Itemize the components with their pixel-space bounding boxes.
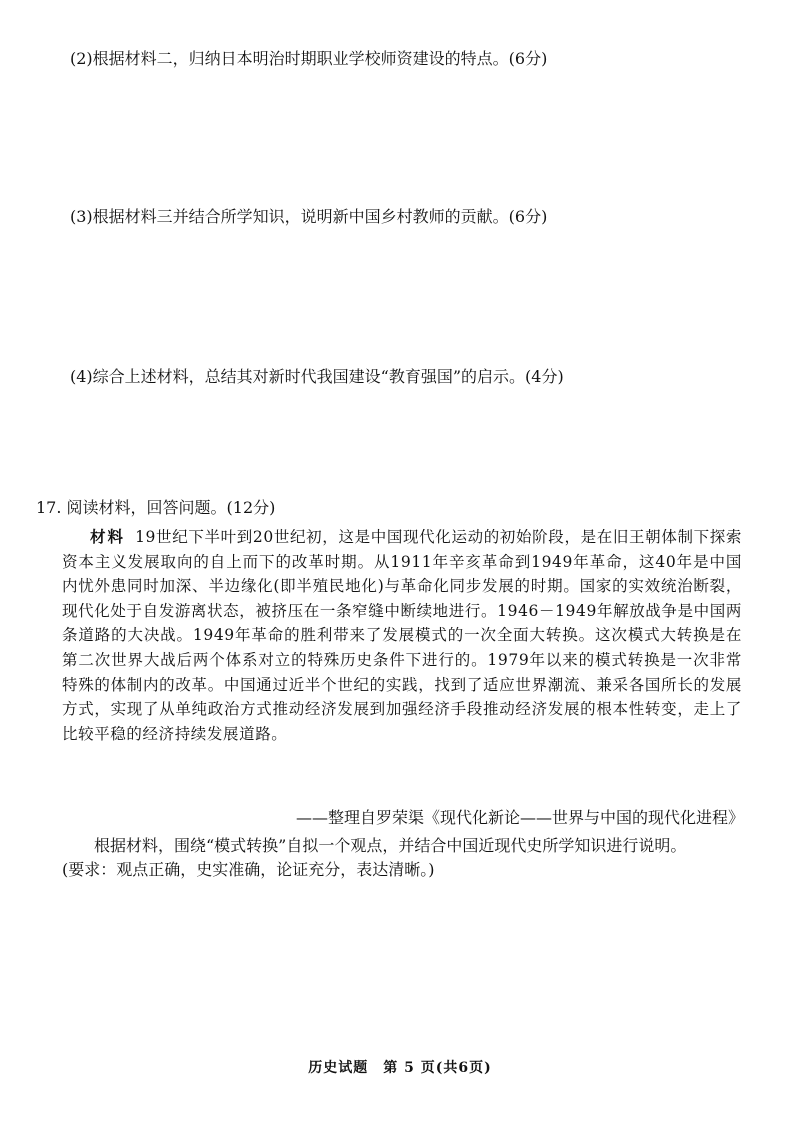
material-label: 材料 xyxy=(90,527,126,546)
task-instruction: 根据材料，围绕“模式转换”自拟一个观点，并结合中国近现代史所学知识进行说明。 xyxy=(94,836,687,855)
question-17-title: 17. 阅读材料，回答问题。(12分) xyxy=(36,498,276,517)
material-text: 19世纪下半叶到20世纪初，这是中国现代化运动的初始阶段，是在旧王朝体制下探索资本主义发展取向的自上而下的改革时期。从1911年辛亥革命到1949年革命，这40年是中国内忧外患同时加深、半边缘化(即半殖民地化)与革命化同步发展的时期。国家的实效统治断裂，现代化处于自发游离状态，被挤压在一条窄缝中断续地进行。1946－1949年解放战争是中国两条道路的大决战。1949年革命的胜利带来了发展模式的一次全面大转换。这次模式大转换是在第二次世界大战后两个体系对立的特殊历史条件下进行的。1979年以来的模式转换是一次非常特殊的体制内的改革。中国通过近半个世纪的实践，找到了适应世界潮流、兼采各国所长的发展方式，实现了从单纯政治方式推动经济发展到加强经济手段推动经济发展的根本性转变，走上了比较平稳的经济持续发展道路。 xyxy=(62,528,742,743)
question-2: (2)根据材料二，归纳日本明治时期职业学校师资建设的特点。(6分) xyxy=(70,49,548,68)
task-requirement: (要求：观点正确，史实准确，论证充分，表达清晰。) xyxy=(62,860,435,879)
page-footer: 历史试题 第 5 页(共6页) xyxy=(308,1060,492,1076)
question-17-material xyxy=(62,525,742,746)
question-4: (4)综合上述材料，总结其对新时代我国建设“教育强国”的启示。(4分) xyxy=(70,367,564,386)
question-17-task xyxy=(62,834,760,882)
question-3: (3)根据材料三并结合所学知识，说明新中国乡村教师的贡献。(6分) xyxy=(70,207,548,226)
material-source: ——整理自罗荣渠《现代化新论——世界与中国的现代化进程》 xyxy=(295,808,744,827)
